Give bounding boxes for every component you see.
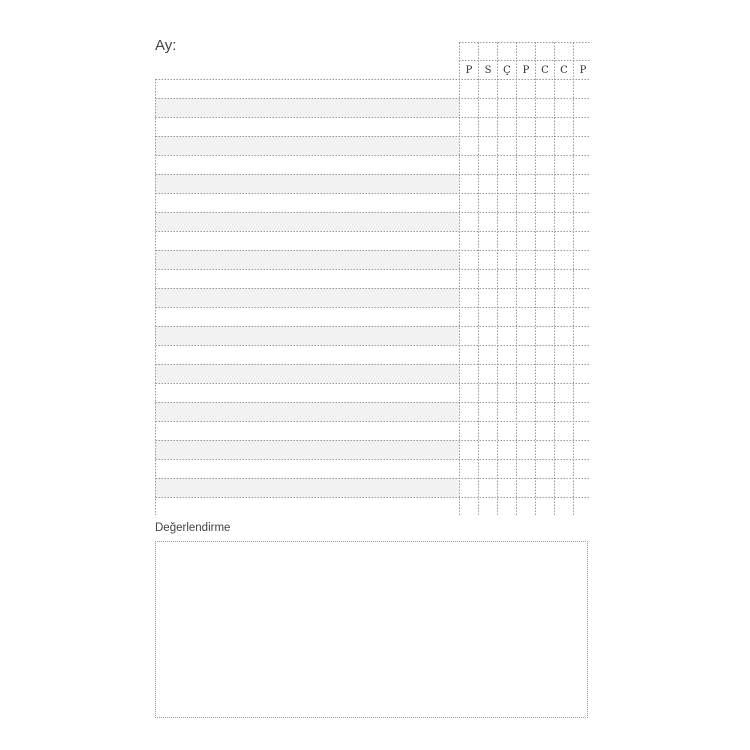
day-checkbox-cell[interactable] <box>516 174 535 193</box>
day-checkbox-cell[interactable] <box>516 136 535 155</box>
day-checkbox-cell[interactable] <box>554 402 573 421</box>
day-checkbox-cell[interactable] <box>535 307 554 326</box>
day-checkbox-cell[interactable] <box>535 136 554 155</box>
day-checkbox-cell[interactable] <box>478 117 497 136</box>
day-checkbox-cell[interactable] <box>573 79 591 98</box>
day-checkbox-cell[interactable] <box>535 231 554 250</box>
day-checkbox-cell[interactable] <box>535 421 554 440</box>
day-checkbox-cell[interactable] <box>535 383 554 402</box>
task-row[interactable] <box>155 250 459 269</box>
day-checkbox-cell[interactable] <box>516 497 535 515</box>
day-checkbox-cell[interactable] <box>535 478 554 497</box>
day-checkbox-cell[interactable] <box>497 193 516 212</box>
day-checkbox-cell[interactable] <box>554 364 573 383</box>
day-checkbox-cell[interactable] <box>573 288 591 307</box>
day-checkbox-cell[interactable] <box>478 136 497 155</box>
day-checkbox-cell[interactable] <box>535 402 554 421</box>
day-checkbox-cell[interactable] <box>573 459 591 478</box>
month-label: Ay: <box>155 37 177 54</box>
day-checkbox-cell[interactable] <box>573 193 591 212</box>
task-row[interactable] <box>155 155 459 174</box>
day-checkbox-cell[interactable] <box>516 117 535 136</box>
weekday-header: P <box>465 65 473 76</box>
day-checkbox-cell[interactable] <box>459 478 478 497</box>
day-checkbox-cell[interactable] <box>554 155 573 174</box>
day-checkbox-cell[interactable] <box>497 136 516 155</box>
task-row[interactable] <box>155 288 459 307</box>
day-checkbox-cell[interactable] <box>497 402 516 421</box>
day-checkbox-cell[interactable] <box>554 136 573 155</box>
evaluation-box[interactable] <box>155 541 588 718</box>
day-checkbox-cell[interactable] <box>554 212 573 231</box>
day-checkbox-cell[interactable] <box>535 193 554 212</box>
day-checkbox-cell[interactable] <box>478 307 497 326</box>
day-checkbox-cell[interactable] <box>573 402 591 421</box>
day-checkbox-cell[interactable] <box>459 288 478 307</box>
day-checkbox-cell[interactable] <box>478 193 497 212</box>
day-checkbox-cell[interactable] <box>459 193 478 212</box>
day-checkbox-cell[interactable] <box>554 79 573 98</box>
day-checkbox-cell[interactable] <box>516 345 535 364</box>
task-row[interactable] <box>155 79 459 98</box>
task-row[interactable] <box>155 345 459 364</box>
day-checkbox-cell[interactable] <box>497 421 516 440</box>
day-checkbox-cell[interactable] <box>554 459 573 478</box>
day-checkbox-cell[interactable] <box>554 383 573 402</box>
weekday-header: S <box>484 65 492 76</box>
day-checkbox-cell[interactable] <box>573 98 591 117</box>
day-checkbox-cell[interactable] <box>516 269 535 288</box>
day-checkbox-cell[interactable] <box>497 288 516 307</box>
day-checkbox-cell[interactable] <box>573 174 591 193</box>
day-checkbox-cell[interactable] <box>478 478 497 497</box>
day-checkbox-cell[interactable] <box>478 383 497 402</box>
day-checkbox-cell[interactable] <box>535 288 554 307</box>
task-row[interactable] <box>155 98 459 117</box>
day-checkbox-cell[interactable] <box>459 440 478 459</box>
task-row[interactable] <box>155 402 459 421</box>
day-checkbox-cell[interactable] <box>573 383 591 402</box>
day-checkbox-cell[interactable] <box>516 288 535 307</box>
day-checkbox-cell[interactable] <box>535 459 554 478</box>
day-checkbox-cell[interactable] <box>497 383 516 402</box>
day-checkbox-cell[interactable] <box>535 174 554 193</box>
task-row[interactable] <box>155 136 459 155</box>
day-checkbox-cell[interactable] <box>516 307 535 326</box>
day-checkbox-cell[interactable] <box>497 231 516 250</box>
task-row[interactable] <box>155 326 459 345</box>
day-checkbox-cell[interactable] <box>478 345 497 364</box>
day-checkbox-cell[interactable] <box>554 307 573 326</box>
day-checkbox-cell[interactable] <box>554 117 573 136</box>
day-checkbox-cell[interactable] <box>516 212 535 231</box>
day-checkbox-cell[interactable] <box>497 307 516 326</box>
day-checkbox-cell[interactable] <box>573 155 591 174</box>
weekday-header: C <box>541 65 549 76</box>
day-checkbox-cell[interactable] <box>478 98 497 117</box>
task-row[interactable] <box>155 193 459 212</box>
weekday-header: P <box>579 65 587 76</box>
day-checkbox-cell[interactable] <box>478 231 497 250</box>
weekday-header: Ç <box>503 65 511 76</box>
day-checkbox-cell[interactable] <box>516 231 535 250</box>
day-checkbox-cell[interactable] <box>478 174 497 193</box>
day-checkbox-cell[interactable] <box>554 326 573 345</box>
day-checkbox-cell[interactable] <box>497 478 516 497</box>
day-checkbox-cell[interactable] <box>516 98 535 117</box>
day-checkbox-cell[interactable] <box>459 459 478 478</box>
task-row[interactable] <box>155 117 459 136</box>
day-checkbox-cell[interactable] <box>554 497 573 515</box>
task-row[interactable] <box>155 497 459 515</box>
day-checkbox-cell[interactable] <box>554 174 573 193</box>
day-checkbox-cell[interactable] <box>478 288 497 307</box>
task-row[interactable] <box>155 364 459 383</box>
day-checkbox-cell[interactable] <box>573 231 591 250</box>
day-checkbox-cell[interactable] <box>478 155 497 174</box>
day-checkbox-cell[interactable] <box>459 250 478 269</box>
day-checkbox-cell[interactable] <box>459 212 478 231</box>
day-checkbox-cell[interactable] <box>459 402 478 421</box>
day-checkbox-cell[interactable] <box>535 250 554 269</box>
day-checkbox-cell[interactable] <box>497 174 516 193</box>
day-checkbox-cell[interactable] <box>497 345 516 364</box>
day-checkbox-cell[interactable] <box>459 117 478 136</box>
day-checkbox-cell[interactable] <box>516 326 535 345</box>
day-checkbox-cell[interactable] <box>459 497 478 515</box>
day-checkbox-cell[interactable] <box>516 155 535 174</box>
day-checkbox-cell[interactable] <box>478 326 497 345</box>
day-checkbox-cell[interactable] <box>554 231 573 250</box>
day-checkbox-cell[interactable] <box>516 383 535 402</box>
day-checkbox-cell[interactable] <box>573 364 591 383</box>
day-checkbox-cell[interactable] <box>516 402 535 421</box>
day-checkbox-cell[interactable] <box>535 79 554 98</box>
day-checkbox-cell[interactable] <box>497 269 516 288</box>
day-checkbox-cell[interactable] <box>459 98 478 117</box>
day-checkbox-cell[interactable] <box>459 326 478 345</box>
day-checkbox-cell[interactable] <box>554 478 573 497</box>
day-checkbox-cell[interactable] <box>497 212 516 231</box>
day-checkbox-cell[interactable] <box>478 459 497 478</box>
task-row[interactable] <box>155 212 459 231</box>
day-checkbox-cell[interactable] <box>535 440 554 459</box>
task-row[interactable] <box>155 307 459 326</box>
day-checkbox-cell[interactable] <box>478 79 497 98</box>
day-checkbox-cell[interactable] <box>478 364 497 383</box>
day-checkbox-cell[interactable] <box>516 79 535 98</box>
day-checkbox-cell[interactable] <box>573 136 591 155</box>
day-checkbox-cell[interactable] <box>573 326 591 345</box>
day-checkbox-cell[interactable] <box>554 288 573 307</box>
task-row[interactable] <box>155 440 459 459</box>
habit-tracker-grid <box>155 42 591 515</box>
day-checkbox-cell[interactable] <box>459 345 478 364</box>
day-checkbox-cell[interactable] <box>535 497 554 515</box>
day-checkbox-cell[interactable] <box>497 155 516 174</box>
day-checkbox-cell[interactable] <box>573 440 591 459</box>
day-checkbox-cell[interactable] <box>554 269 573 288</box>
day-checkbox-cell[interactable] <box>478 269 497 288</box>
day-checkbox-cell[interactable] <box>497 364 516 383</box>
day-checkbox-cell[interactable] <box>459 307 478 326</box>
task-row[interactable] <box>155 231 459 250</box>
day-checkbox-cell[interactable] <box>573 421 591 440</box>
day-checkbox-cell[interactable] <box>573 269 591 288</box>
task-row[interactable] <box>155 421 459 440</box>
day-checkbox-cell[interactable] <box>535 155 554 174</box>
day-checkbox-cell[interactable] <box>516 421 535 440</box>
day-checkbox-cell[interactable] <box>459 383 478 402</box>
weekday-header: P <box>522 65 530 76</box>
day-checkbox-cell[interactable] <box>497 79 516 98</box>
day-checkbox-cell[interactable] <box>573 117 591 136</box>
day-checkbox-cell[interactable] <box>478 421 497 440</box>
day-checkbox-cell[interactable] <box>516 459 535 478</box>
day-checkbox-cell[interactable] <box>535 117 554 136</box>
day-checkbox-cell[interactable] <box>535 364 554 383</box>
weekday-header: C <box>560 65 568 76</box>
day-checkbox-cell[interactable] <box>497 117 516 136</box>
day-checkbox-cell[interactable] <box>497 326 516 345</box>
day-checkbox-cell[interactable] <box>516 440 535 459</box>
day-checkbox-cell[interactable] <box>516 364 535 383</box>
day-checkbox-cell[interactable] <box>554 250 573 269</box>
day-checkbox-cell[interactable] <box>573 497 591 515</box>
day-checkbox-cell[interactable] <box>459 421 478 440</box>
day-checkbox-cell[interactable] <box>478 402 497 421</box>
task-row[interactable] <box>155 383 459 402</box>
day-checkbox-cell[interactable] <box>459 155 478 174</box>
day-checkbox-cell[interactable] <box>535 269 554 288</box>
day-checkbox-cell[interactable] <box>554 421 573 440</box>
day-checkbox-cell[interactable] <box>573 307 591 326</box>
day-checkbox-cell[interactable] <box>516 250 535 269</box>
day-checkbox-cell[interactable] <box>478 497 497 515</box>
evaluation-title: Değerlendirme <box>155 522 231 534</box>
day-checkbox-cell[interactable] <box>554 440 573 459</box>
day-checkbox-cell[interactable] <box>459 269 478 288</box>
day-checkbox-cell[interactable] <box>554 193 573 212</box>
day-checkbox-cell[interactable] <box>459 136 478 155</box>
day-checkbox-cell[interactable] <box>497 459 516 478</box>
day-checkbox-cell[interactable] <box>497 250 516 269</box>
day-checkbox-cell[interactable] <box>459 79 478 98</box>
day-checkbox-cell[interactable] <box>516 193 535 212</box>
day-checkbox-cell[interactable] <box>497 98 516 117</box>
task-row[interactable] <box>155 269 459 288</box>
day-checkbox-cell[interactable] <box>573 345 591 364</box>
day-checkbox-cell[interactable] <box>535 212 554 231</box>
task-row[interactable] <box>155 459 459 478</box>
day-checkbox-cell[interactable] <box>459 174 478 193</box>
day-checkbox-cell[interactable] <box>535 345 554 364</box>
day-checkbox-cell[interactable] <box>478 440 497 459</box>
task-row[interactable] <box>155 174 459 193</box>
day-checkbox-cell[interactable] <box>573 250 591 269</box>
day-checkbox-cell[interactable] <box>535 326 554 345</box>
day-checkbox-cell[interactable] <box>497 440 516 459</box>
day-checkbox-cell[interactable] <box>478 212 497 231</box>
day-checkbox-cell[interactable] <box>554 345 573 364</box>
day-checkbox-cell[interactable] <box>573 478 591 497</box>
day-checkbox-cell[interactable] <box>478 250 497 269</box>
day-checkbox-cell[interactable] <box>516 478 535 497</box>
day-checkbox-cell[interactable] <box>573 212 591 231</box>
day-checkbox-cell[interactable] <box>459 231 478 250</box>
day-checkbox-cell[interactable] <box>535 98 554 117</box>
day-checkbox-cell[interactable] <box>459 364 478 383</box>
day-checkbox-cell[interactable] <box>497 497 516 515</box>
task-row[interactable] <box>155 478 459 497</box>
day-checkbox-cell[interactable] <box>554 98 573 117</box>
